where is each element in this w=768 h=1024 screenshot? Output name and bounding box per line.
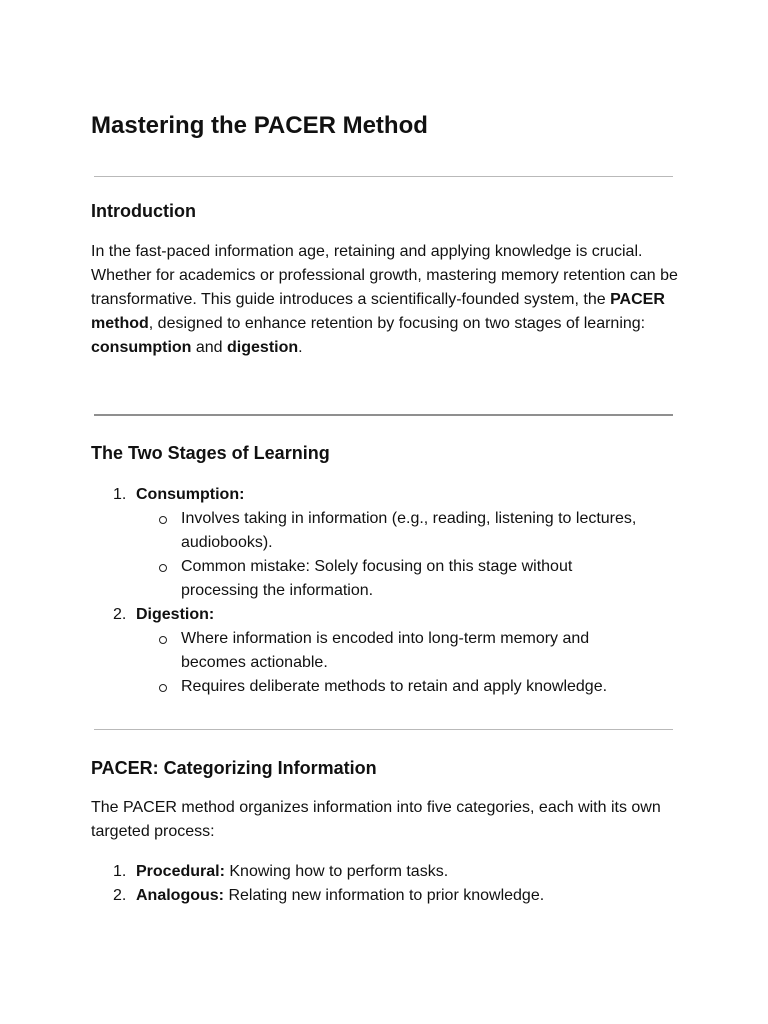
paragraph-text: In the fast-paced information age, retaining and applying knowledge is crucial. Whether for academics or professional growth, mastering memory retention can be transformative. This guide introduces a scientifically-founded system, the xyxy=(91,243,678,308)
sub-list-item xyxy=(136,675,641,699)
list-item-procedural xyxy=(91,860,691,884)
list-item-number: 1. xyxy=(113,486,127,503)
list-item-term: Digestion: xyxy=(136,606,215,623)
list-item-digestion xyxy=(91,603,691,699)
sub-list-item xyxy=(136,507,641,555)
list-item-text: Relating new information to prior knowledge. xyxy=(224,887,545,904)
sub-list xyxy=(136,507,691,603)
paragraph-text: . xyxy=(298,339,303,356)
list-item-analogous xyxy=(91,884,691,908)
pacer-intro-paragraph: The PACER method organizes information into five categories, each with its own targeted process: xyxy=(91,799,661,840)
hollow-circle-bullet-icon xyxy=(159,516,167,524)
introduction-paragraph xyxy=(91,240,681,360)
list-item-term: Procedural: xyxy=(136,863,225,880)
sub-list-item xyxy=(136,627,641,675)
list-item-term: Consumption: xyxy=(136,486,245,503)
hollow-circle-bullet-icon xyxy=(159,684,167,692)
two-stages-list xyxy=(91,483,691,699)
hollow-circle-bullet-icon xyxy=(159,636,167,644)
bold-term-pacer-method: PACER method xyxy=(91,291,665,332)
list-item-number: 1. xyxy=(113,863,127,880)
list-item-consumption xyxy=(91,483,691,603)
list-item-term: Analogous: xyxy=(136,887,224,904)
horizontal-rule xyxy=(94,414,673,416)
hollow-circle-bullet-icon xyxy=(159,564,167,572)
sub-list-item-text: Requires deliberate methods to retain and apply knowledge. xyxy=(181,678,608,695)
bold-term-digestion: digestion xyxy=(227,339,299,356)
bold-term-consumption: consumption xyxy=(91,339,192,356)
sub-list-item-text: Involves taking in information (e.g., reading, listening to lectures, audiobooks). xyxy=(181,510,637,551)
sub-list-item xyxy=(136,555,641,603)
sub-list-item-text: Where information is encoded into long-term memory and becomes actionable. xyxy=(181,630,590,671)
list-item-text: Knowing how to perform tasks. xyxy=(224,863,449,880)
pacer-categories-list xyxy=(91,860,691,908)
paragraph-text: , designed to enhance retention by focusing on two stages of learning: xyxy=(148,315,646,332)
sub-list-item-text: Common mistake: Solely focusing on this stage without processing the information. xyxy=(181,558,573,599)
section-heading-two-stages: The Two Stages of Learning xyxy=(91,443,330,463)
paragraph-text: and xyxy=(191,339,228,356)
sub-list xyxy=(136,627,691,699)
document-title: Mastering the PACER Method xyxy=(91,112,428,139)
list-item-number: 2. xyxy=(113,606,127,623)
section-heading-pacer: PACER: Categorizing Information xyxy=(91,758,377,778)
list-item-number: 2. xyxy=(113,887,127,904)
section-heading-introduction: Introduction xyxy=(91,201,196,221)
horizontal-rule xyxy=(94,176,673,177)
horizontal-rule xyxy=(94,729,673,730)
